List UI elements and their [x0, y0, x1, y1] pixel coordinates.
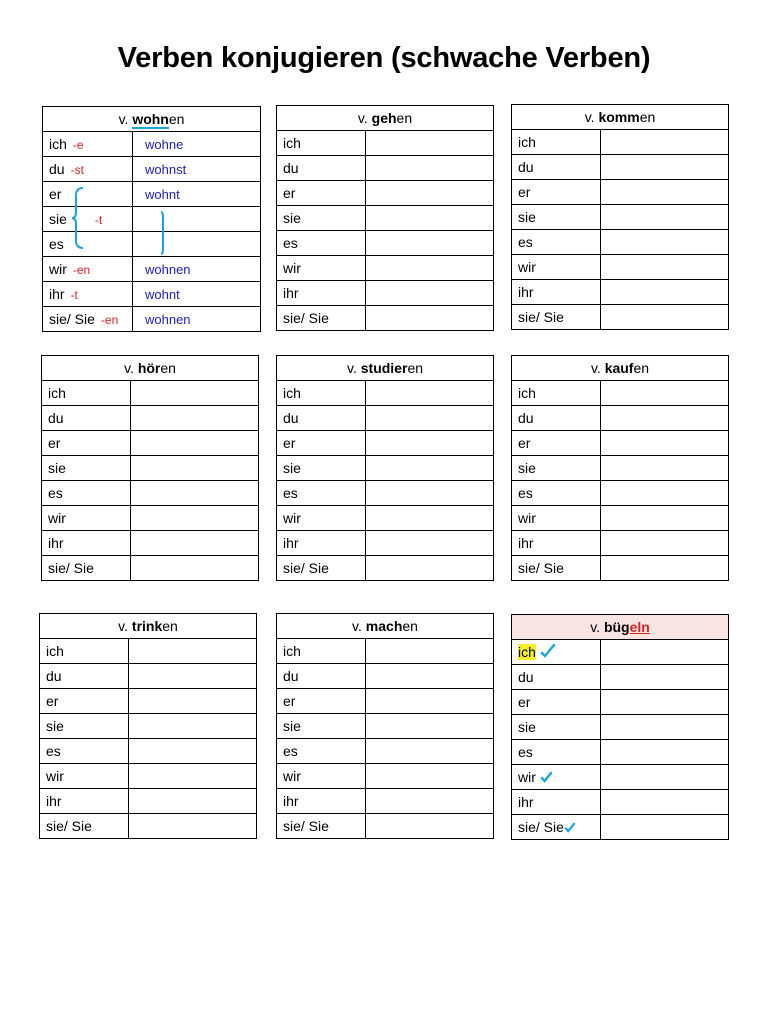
answer-cell[interactable] [601, 431, 729, 456]
pronoun-cell: du [277, 664, 366, 689]
answer-cell[interactable] [129, 689, 257, 714]
answer-cell[interactable] [601, 406, 729, 431]
page-title: Verben konjugieren (schwache Verben) [117, 42, 651, 74]
pronoun-cell: er [512, 431, 601, 456]
pronoun-cell: sie/ Sie [42, 556, 131, 581]
answer-cell[interactable] [366, 764, 494, 789]
verb-header: v. machen [277, 614, 494, 639]
pronoun-cell: wir [42, 506, 131, 531]
table-machen [276, 613, 494, 839]
answer-cell[interactable] [601, 556, 729, 581]
table-trinken [39, 613, 257, 839]
pronoun-cell: es [43, 232, 133, 257]
table-hoeren [41, 355, 259, 581]
pronoun-cell: ihr [42, 531, 131, 556]
pronoun-cell: es [277, 481, 366, 506]
table-kommen [511, 104, 729, 330]
pronoun-cell: er [512, 180, 601, 205]
pronoun-cell: ich -e [43, 132, 133, 157]
answer-cell[interactable] [601, 456, 729, 481]
answer-cell[interactable] [366, 306, 494, 331]
answer-cell[interactable] [131, 431, 259, 456]
pronoun-cell: wir [512, 765, 601, 790]
pronoun-cell: ihr [277, 531, 366, 556]
highlighted-pronoun: ich [518, 644, 536, 660]
answer-cell[interactable] [601, 230, 729, 255]
answer-cell[interactable] [601, 381, 729, 406]
pronoun-cell: es [277, 231, 366, 256]
answer-cell[interactable] [366, 156, 494, 181]
answer-cell[interactable] [366, 256, 494, 281]
answer-cell[interactable] [601, 255, 729, 280]
pronoun-cell: ich [42, 381, 131, 406]
answer-cell[interactable]: wohnt [133, 182, 261, 207]
pronoun-cell: sie/ Sie [277, 556, 366, 581]
pronoun-cell: ihr [512, 790, 601, 815]
curly-brace-icon [71, 186, 85, 250]
pronoun-cell: sie [42, 456, 131, 481]
pronoun-cell: er [512, 690, 601, 715]
pronoun-cell: sie/ Sie [512, 305, 601, 330]
answer-cell[interactable] [366, 639, 494, 664]
pronoun-cell: sie/ Sie [277, 306, 366, 331]
answer-cell[interactable] [366, 689, 494, 714]
pronoun-cell: wir [512, 255, 601, 280]
verb-header: v. kaufen [512, 356, 729, 381]
verb-header: v. wohnen [43, 107, 261, 132]
answer-cell[interactable]: wohne [133, 132, 261, 157]
answer-cell[interactable] [129, 764, 257, 789]
verb-header: v. studieren [277, 356, 494, 381]
answer-cell[interactable]: wohnst [133, 157, 261, 182]
answer-cell[interactable] [366, 714, 494, 739]
answer-cell[interactable] [133, 207, 261, 232]
pronoun-cell: ihr [277, 281, 366, 306]
answer-cell[interactable] [133, 232, 261, 257]
answer-cell[interactable] [366, 131, 494, 156]
pronoun-cell: du [512, 406, 601, 431]
pronoun-cell: es [512, 740, 601, 765]
answer-cell[interactable] [129, 639, 257, 664]
answer-cell[interactable] [366, 789, 494, 814]
pronoun-cell: sie/ Sie [277, 814, 366, 839]
verb-header: v. bügeln [512, 615, 729, 640]
table-buegeln [511, 614, 729, 840]
pronoun-cell: es [40, 739, 129, 764]
answer-cell[interactable] [601, 690, 729, 715]
pronoun-cell: wir [277, 506, 366, 531]
answer-cell[interactable] [601, 506, 729, 531]
answer-cell[interactable] [601, 180, 729, 205]
pronoun-cell: er [43, 182, 133, 207]
table-gehen [276, 105, 494, 331]
pronoun-cell: es [512, 481, 601, 506]
pronoun-cell: ihr [512, 531, 601, 556]
answer-cell[interactable] [366, 206, 494, 231]
pronoun-cell: sie -t [43, 207, 133, 232]
answer-cell[interactable] [131, 456, 259, 481]
pronoun-cell: du [512, 155, 601, 180]
answer-cell[interactable] [601, 280, 729, 305]
pronoun-cell: du [277, 406, 366, 431]
checkmark-icon [564, 822, 575, 833]
pronoun-cell: sie [512, 456, 601, 481]
pronoun-cell: sie [40, 714, 129, 739]
pronoun-cell [512, 640, 601, 665]
pronoun-cell: ich [512, 130, 601, 155]
pronoun-cell: wir -en [43, 257, 133, 282]
answer-cell[interactable] [366, 556, 494, 581]
pronoun-cell: du [40, 664, 129, 689]
pronoun-cell: sie/ Sie [512, 556, 601, 581]
answer-cell[interactable] [366, 814, 494, 839]
ending-label: -t [70, 288, 78, 302]
answer-cell[interactable] [601, 765, 729, 790]
ending-label: -en [100, 313, 119, 327]
pronoun-cell: ich [40, 639, 129, 664]
pronoun-cell: du -st [43, 157, 133, 182]
answer-cell[interactable] [366, 531, 494, 556]
pronoun-cell: sie/ Sie [40, 814, 129, 839]
verb-header: v. gehen [277, 106, 494, 131]
pronoun-cell: ihr [277, 789, 366, 814]
pronoun-cell: sie [512, 205, 601, 230]
checkmark-icon [540, 771, 552, 783]
answer-cell[interactable] [129, 789, 257, 814]
answer-cell[interactable] [601, 130, 729, 155]
pronoun-cell: sie [277, 714, 366, 739]
verb-header: v. trinken [40, 614, 257, 639]
answer-cell[interactable] [601, 305, 729, 330]
answer-cell[interactable] [366, 664, 494, 689]
ending-label: -t [94, 213, 103, 227]
pronoun-cell: er [42, 431, 131, 456]
pronoun-cell: er [277, 689, 366, 714]
answer-cell[interactable]: wohnen [133, 257, 261, 282]
answer-cell[interactable] [366, 481, 494, 506]
answer-cell[interactable] [601, 640, 729, 665]
pronoun-cell: ich [512, 381, 601, 406]
pronoun-cell: sie/ Sie -en [43, 307, 133, 332]
answer-cell[interactable] [366, 281, 494, 306]
answer-cell[interactable] [131, 381, 259, 406]
answer-cell[interactable] [131, 556, 259, 581]
answer-cell[interactable] [131, 406, 259, 431]
answer-cell[interactable] [601, 715, 729, 740]
pronoun-cell: wir [277, 764, 366, 789]
pronoun-cell: er [277, 181, 366, 206]
answer-cell[interactable] [366, 431, 494, 456]
pronoun-cell: du [512, 665, 601, 690]
answer-cell[interactable] [131, 481, 259, 506]
answer-cell[interactable] [601, 205, 729, 230]
ending-label: -e [72, 138, 84, 152]
pronoun-cell: es [512, 230, 601, 255]
pronoun-cell: wir [40, 764, 129, 789]
ending-label: -st [70, 163, 84, 177]
answer-cell[interactable] [366, 456, 494, 481]
pronoun-cell: ich [277, 639, 366, 664]
pronoun-cell: er [277, 431, 366, 456]
pronoun-cell: er [40, 689, 129, 714]
ending-label: -en [72, 263, 91, 277]
answer-cell[interactable] [366, 181, 494, 206]
pronoun-cell: ihr [40, 789, 129, 814]
table-kaufen [511, 355, 729, 581]
answer-cell[interactable] [366, 739, 494, 764]
answer-cell[interactable] [601, 740, 729, 765]
pronoun-cell: ich [277, 381, 366, 406]
answer-cell[interactable] [366, 506, 494, 531]
answer-cell[interactable] [601, 155, 729, 180]
table-wohnen [42, 106, 261, 332]
answer-cell[interactable] [131, 506, 259, 531]
answer-cell[interactable] [601, 665, 729, 690]
verb-header: v. kommen [512, 105, 729, 130]
pronoun-cell: wir [277, 256, 366, 281]
pronoun-cell: du [42, 406, 131, 431]
answer-cell[interactable] [129, 739, 257, 764]
checkmark-icon [540, 644, 556, 658]
answer-cell[interactable] [131, 531, 259, 556]
answer-cell[interactable] [601, 481, 729, 506]
answer-cell[interactable] [129, 714, 257, 739]
answer-cell[interactable] [366, 406, 494, 431]
answer-cell[interactable]: wohnen [133, 307, 261, 332]
answer-cell[interactable] [601, 790, 729, 815]
pronoun-cell: sie [277, 456, 366, 481]
verb-header: v. hören [42, 356, 259, 381]
pronoun-cell: sie/ Sie [512, 815, 601, 840]
pronoun-cell: sie [512, 715, 601, 740]
answer-cell[interactable]: wohnt [133, 282, 261, 307]
pronoun-cell: es [42, 481, 131, 506]
answer-cell[interactable] [601, 531, 729, 556]
table-studieren [276, 355, 494, 581]
answer-cell[interactable] [601, 815, 729, 840]
pronoun-cell: ihr [512, 280, 601, 305]
pronoun-cell: sie [277, 206, 366, 231]
answer-cell[interactable] [129, 664, 257, 689]
answer-cell[interactable] [366, 231, 494, 256]
answer-cell[interactable] [129, 814, 257, 839]
pronoun-cell: wir [512, 506, 601, 531]
pronoun-cell: es [277, 739, 366, 764]
pronoun-cell: ich [277, 131, 366, 156]
pronoun-cell: du [277, 156, 366, 181]
pronoun-cell: ihr -t [43, 282, 133, 307]
answer-cell[interactable] [366, 381, 494, 406]
